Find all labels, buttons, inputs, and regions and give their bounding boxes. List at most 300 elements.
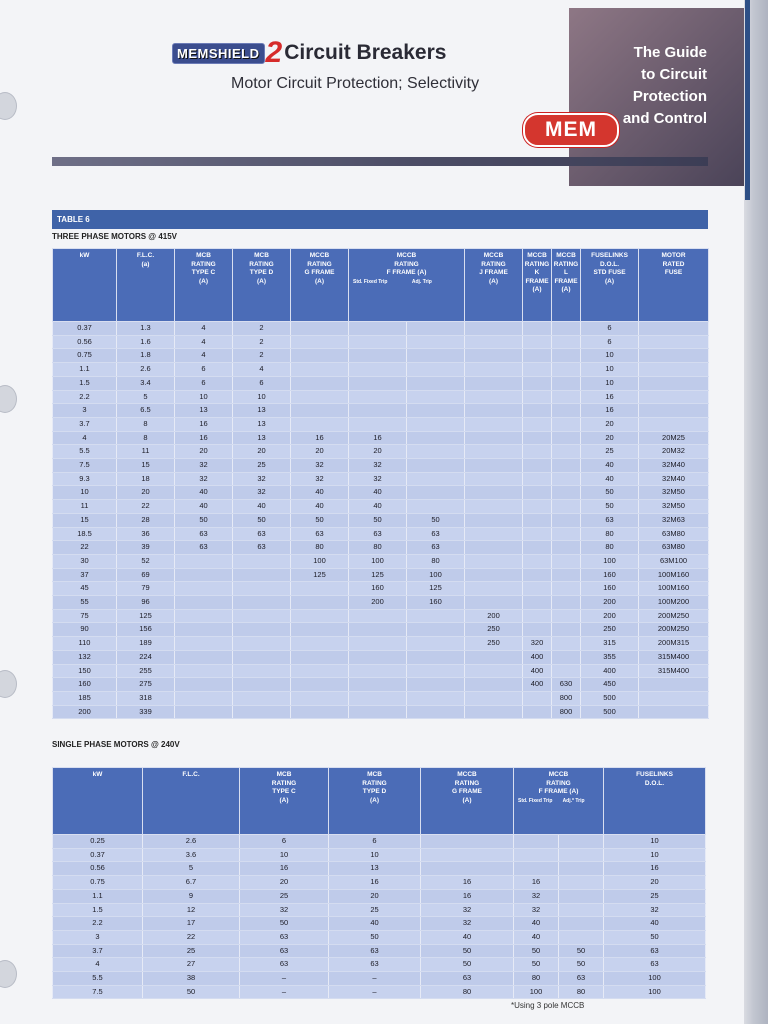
guide-line: to Circuit [641,66,707,83]
table-cell [514,835,559,849]
table-cell: 50 [143,985,240,999]
table-cell [407,376,465,390]
table-cell: 50 [604,930,706,944]
table-row [53,637,709,651]
table-label: TABLE 6 [52,210,708,229]
table-cell: 2.2 [53,390,117,404]
table-cell: 100 [604,972,706,986]
table-cell [552,541,581,555]
table-cell [291,705,349,719]
table-row [53,417,709,431]
table-cell: 25 [143,944,240,958]
table-cell: 13 [233,417,291,431]
table-cell [175,554,233,568]
table-cell: 22 [143,930,240,944]
table-cell [407,322,465,336]
table-cell: 400 [523,664,552,678]
table-cell [523,322,552,336]
table-cell: 9.3 [53,472,117,486]
table-cell: 13 [233,404,291,418]
table-row [53,609,709,623]
table-cell: 125 [117,609,175,623]
table-cell: 160 [53,678,117,692]
table-cell: 1.5 [53,376,117,390]
table-cell: 6 [233,376,291,390]
table-cell [291,404,349,418]
table-cell [407,500,465,514]
table-cell: 40 [581,472,639,486]
table-cell: 10 [240,848,329,862]
table-cell: 63 [233,541,291,555]
table-cell: 80 [559,985,604,999]
table-cell: 16 [175,431,233,445]
table-cell: 12 [143,903,240,917]
table-cell [523,623,552,637]
table-cell: 0.75 [53,349,117,363]
table-cell [465,431,523,445]
table-row [53,664,709,678]
table-cell: 79 [117,582,175,596]
table-cell: 15 [53,513,117,527]
table-cell [233,609,291,623]
table-row [53,903,706,917]
table-cell: 80 [349,541,407,555]
table-cell: 100 [604,985,706,999]
table-cell [233,582,291,596]
table-cell [291,678,349,692]
table-cell [465,650,523,664]
single-phase-table [52,767,706,999]
table-cell: 69 [117,568,175,582]
table-cell: 4 [175,349,233,363]
table-cell [233,596,291,610]
table-row [53,500,709,514]
table-cell: 32 [175,459,233,473]
table-cell: 50 [175,513,233,527]
three-phase-table [52,248,709,719]
table-cell: 16 [581,390,639,404]
binder-hole [0,92,17,120]
table-cell: 40 [514,917,559,931]
table-cell: 32M50 [639,500,709,514]
table-cell [291,664,349,678]
table-cell [465,678,523,692]
table-cell [407,417,465,431]
table-cell: 38 [143,972,240,986]
table-cell [465,404,523,418]
table-cell: 318 [117,691,175,705]
table-cell: 30 [53,554,117,568]
table-cell [523,417,552,431]
table-cell [523,705,552,719]
table-cell [559,876,604,890]
table-cell [407,650,465,664]
table-cell [175,582,233,596]
table-cell: 20 [581,417,639,431]
table-cell: 37 [53,568,117,582]
table-row [53,705,709,719]
table-cell [349,691,407,705]
table-row [53,335,709,349]
table-cell: 40 [349,500,407,514]
table-cell: 320 [523,637,552,651]
table-row [53,650,709,664]
table-cell: 63 [175,541,233,555]
table-cell [523,554,552,568]
table-cell: 17 [143,917,240,931]
table-cell: 40 [349,486,407,500]
table-cell: 11 [53,500,117,514]
column-header: MCB RATING TYPE C (A) [240,768,329,835]
table-cell: 50 [240,917,329,931]
table-row [53,596,709,610]
table-cell: 63 [175,527,233,541]
table-cell: 13 [233,431,291,445]
table-cell: 32 [175,472,233,486]
table-cell [465,335,523,349]
table-cell: 63 [329,944,421,958]
table-cell: 63M100 [639,554,709,568]
table-cell [465,349,523,363]
page-edge-strip [745,0,750,200]
guide-line: Protection [632,88,707,105]
table-cell [552,513,581,527]
table-cell: 40 [514,930,559,944]
table-cell [639,404,709,418]
table-cell: 200 [581,609,639,623]
table-cell: 32 [240,903,329,917]
table-cell [291,349,349,363]
table-cell: 16 [240,862,329,876]
table-cell [291,335,349,349]
table-cell [552,376,581,390]
table-cell: – [329,985,421,999]
table-cell: 20 [175,445,233,459]
table-cell [291,691,349,705]
table-cell [291,596,349,610]
table-cell: 800 [552,705,581,719]
table-cell: 6 [581,322,639,336]
table-cell [523,609,552,623]
table-cell [552,500,581,514]
table-cell: 28 [117,513,175,527]
table-cell [407,459,465,473]
table-row [53,472,709,486]
table-cell: 55 [53,596,117,610]
table-cell: 16 [329,876,421,890]
table-cell [291,363,349,377]
table-cell: 18.5 [53,527,117,541]
table-cell [523,459,552,473]
table-cell [291,417,349,431]
table-cell [465,554,523,568]
table-cell: 20 [329,889,421,903]
table-cell [465,472,523,486]
table-cell [291,637,349,651]
table-cell: 1.1 [53,363,117,377]
table-cell: 63 [421,972,514,986]
table-cell: 40 [291,486,349,500]
table-cell [349,417,407,431]
table-row [53,568,709,582]
table-cell: 0.25 [53,835,143,849]
table-cell: 185 [53,691,117,705]
table-cell: 255 [117,664,175,678]
table-cell: 2.6 [117,363,175,377]
table-cell: 16 [175,417,233,431]
table-cell: 224 [117,650,175,664]
table-cell: 100 [349,554,407,568]
table-cell: 18 [117,472,175,486]
table-cell: 25 [240,889,329,903]
table-row [53,889,706,903]
table-cell: 100 [291,554,349,568]
brand-logo: MEMSHIELD [172,43,265,64]
table-cell: 125 [291,568,349,582]
table-cell [552,582,581,596]
table-cell [559,889,604,903]
table-cell: 50 [581,500,639,514]
table-row [53,322,709,336]
table-cell: 0.37 [53,848,143,862]
footnote: *Using 3 pole MCCB [511,1001,585,1010]
guide-title [623,42,707,130]
table-cell: 315 [581,637,639,651]
mem-logo: MEM [523,113,619,147]
table-cell: 50 [581,486,639,500]
table-cell: 2 [233,322,291,336]
table-cell: 32 [291,472,349,486]
table-cell: 1.5 [53,903,143,917]
table-cell: 200 [581,596,639,610]
table-cell: 160 [349,582,407,596]
table-cell [523,582,552,596]
table-cell [233,623,291,637]
table-cell: 80 [514,972,559,986]
table-cell [349,705,407,719]
table-cell: 160 [581,568,639,582]
table-cell [291,623,349,637]
table-row [53,623,709,637]
table-cell [639,390,709,404]
table-cell: 160 [407,596,465,610]
table-cell: 32 [349,472,407,486]
table-cell: 20 [581,431,639,445]
table-cell [552,623,581,637]
table-cell [349,376,407,390]
table-cell: 16 [514,876,559,890]
table-cell: 200 [349,596,407,610]
table-cell [552,554,581,568]
column-header: F.L.C. (a) [117,249,175,322]
table-cell: 630 [552,678,581,692]
table-cell [407,335,465,349]
column-header: MCB RATING TYPE D (A) [329,768,421,835]
table-cell [552,349,581,363]
table-cell [639,363,709,377]
table-cell: 4 [175,335,233,349]
table-cell [465,417,523,431]
table-cell: 800 [552,691,581,705]
table-cell [465,705,523,719]
table-cell [559,903,604,917]
table-cell: 20 [117,486,175,500]
table-cell [175,650,233,664]
table-row [53,835,706,849]
table-cell: 63M80 [639,541,709,555]
table-cell [552,637,581,651]
table-cell: 63 [233,527,291,541]
table-cell [559,917,604,931]
table-cell: 63 [240,930,329,944]
table-cell: 1.3 [117,322,175,336]
table-cell [523,349,552,363]
table-cell [465,459,523,473]
table-cell [233,650,291,664]
table-cell [407,390,465,404]
table-cell [407,472,465,486]
table-cell [465,500,523,514]
table-cell [291,582,349,596]
table-cell: 40 [175,500,233,514]
table-row [53,486,709,500]
table-cell: 50 [421,958,514,972]
table-row [53,376,709,390]
table-cell: 2 [233,349,291,363]
table-cell [523,335,552,349]
table-row [53,582,709,596]
column-header: kW [53,768,143,835]
table-cell: 63 [407,527,465,541]
table-cell [465,664,523,678]
table-cell: 0.37 [53,322,117,336]
table-cell: 22 [117,500,175,514]
table-cell: 315M400 [639,650,709,664]
table-cell [465,541,523,555]
table-cell: 125 [407,582,465,596]
table-cell [175,568,233,582]
column-header: MCCB RATING G FRAME (A) [291,249,349,322]
table-cell: 50 [559,944,604,958]
table-cell: 4 [233,363,291,377]
table-cell [291,376,349,390]
table-cell: 32 [233,486,291,500]
table-cell: 50 [559,958,604,972]
table-cell: – [329,972,421,986]
table-cell [407,404,465,418]
table-cell: 20 [291,445,349,459]
table-cell [233,568,291,582]
table-cell: 63 [559,972,604,986]
table-cell: 50 [514,944,559,958]
table-cell: 40 [291,500,349,514]
page-title: Circuit Breakers [284,41,447,64]
table-cell: – [240,985,329,999]
table-cell [349,335,407,349]
table-cell: 20 [233,445,291,459]
table-cell: 16 [421,876,514,890]
table-cell: 11 [117,445,175,459]
table-cell: 3.7 [53,417,117,431]
table-cell [407,609,465,623]
table-cell: 110 [53,637,117,651]
table-cell: 80 [581,527,639,541]
table-cell [639,691,709,705]
table-cell [552,431,581,445]
table-cell [523,431,552,445]
table-cell: 200M250 [639,623,709,637]
table-cell: 200M250 [639,609,709,623]
table-cell: 200 [53,705,117,719]
table-row [53,390,709,404]
table-cell: 63 [581,513,639,527]
table-cell [514,862,559,876]
table-cell [233,705,291,719]
table-cell: 50 [233,513,291,527]
table-cell [639,322,709,336]
table-cell [407,664,465,678]
table-cell: 80 [581,541,639,555]
table-row [53,678,709,692]
column-header: MCCB RATING L FRAME (A) [552,249,581,322]
table-cell: 40 [329,917,421,931]
table-cell: 200M315 [639,637,709,651]
table-cell [523,596,552,610]
table-cell: 10 [175,390,233,404]
table-cell [523,541,552,555]
table-cell: 75 [53,609,117,623]
table-cell: 9 [143,889,240,903]
table-cell [552,472,581,486]
table-cell [407,445,465,459]
table-row [53,848,706,862]
column-header: MCB RATING TYPE D (A) [233,249,291,322]
table-cell [349,322,407,336]
table-cell: 6.5 [117,404,175,418]
table-cell [349,390,407,404]
table-cell: 0.56 [53,862,143,876]
table-cell [552,335,581,349]
column-header: MCCB RATING F FRAME (A) Std. Fixed Trip Adj. Trip [349,249,465,322]
table-cell [175,596,233,610]
table-cell: 10 [581,376,639,390]
table-cell [407,705,465,719]
table-cell [523,527,552,541]
table-cell [465,596,523,610]
table-cell [465,376,523,390]
table-cell [349,678,407,692]
table-cell: 63 [291,527,349,541]
table-cell [523,486,552,500]
table-row [53,944,706,958]
table-cell: 40 [581,459,639,473]
table-cell [407,637,465,651]
table-cell: 50 [349,513,407,527]
table-cell [407,363,465,377]
table-cell [559,835,604,849]
header-rule [52,157,708,166]
column-header: MCCB RATING F FRAME (A) Std. Fixed Trip Adj.* Trip [514,768,604,835]
table-cell: 10 [581,349,639,363]
table-cell: 20 [349,445,407,459]
table-cell: 8 [117,417,175,431]
table-cell [349,363,407,377]
table-cell: 100M160 [639,582,709,596]
table-row [53,554,709,568]
table-cell: 50 [421,944,514,958]
table-cell: 20M32 [639,445,709,459]
table-cell: 5.5 [53,445,117,459]
